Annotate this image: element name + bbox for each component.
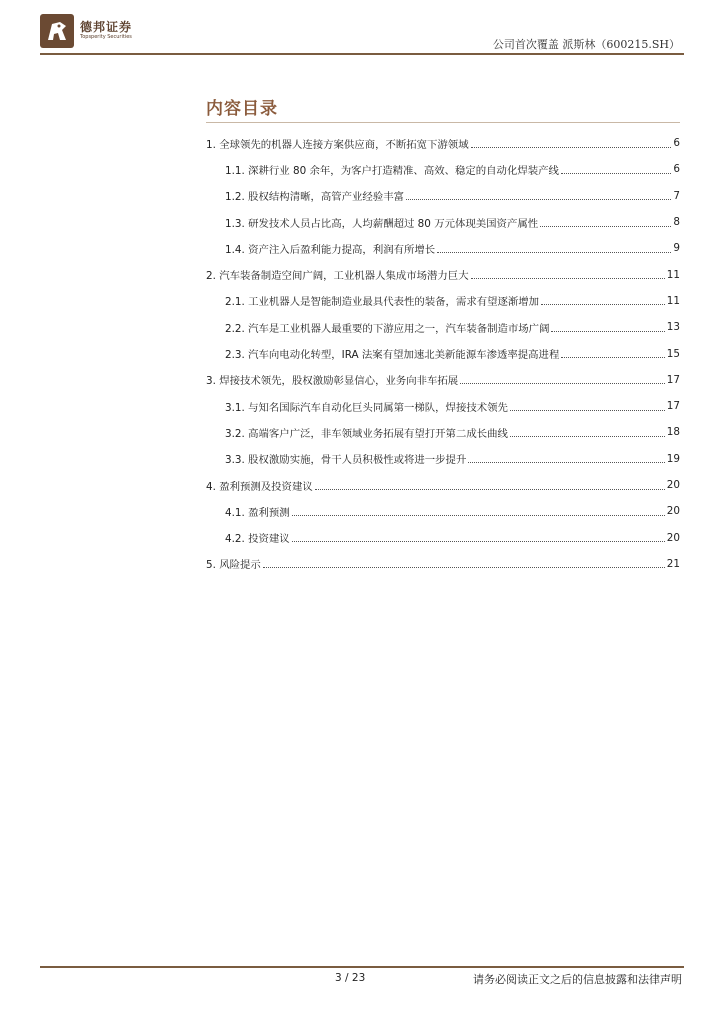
toc-subsection-link[interactable] <box>206 156 680 182</box>
toc-page-number: 13 <box>666 321 680 334</box>
dot-leader <box>510 436 665 437</box>
toc-page-number: 9 <box>673 242 680 255</box>
toc-subsection-link[interactable] <box>206 340 680 366</box>
footer-divider <box>40 966 684 968</box>
toc-entry-text: 3.1. 与知名国际汽车自动化巨头同属第一梯队，焊接技术领先 <box>225 401 508 414</box>
toc-page-number: 6 <box>673 137 680 150</box>
disclaimer-note: 请务必阅读正文之后的信息披露和法律声明 <box>473 973 682 986</box>
toc-entry-text: 2. 汽车装备制造空间广阔，工业机器人集成市场潜力巨大 <box>206 270 469 283</box>
toc-subsection-link[interactable] <box>206 183 680 209</box>
toc-subsection-link[interactable] <box>206 498 680 524</box>
dot-leader <box>406 199 671 200</box>
header-divider <box>40 53 684 55</box>
dot-leader <box>551 331 664 332</box>
dot-leader <box>510 410 665 411</box>
toc-page-number: 20 <box>666 505 680 518</box>
toc-subsection-link[interactable] <box>206 446 680 472</box>
toc-section-link[interactable] <box>206 472 680 498</box>
toc-entry-text: 3. 焊接技术领先，股权激励彰显信心，业务向非车拓展 <box>206 375 459 388</box>
dot-leader <box>541 304 665 305</box>
dot-leader <box>292 515 665 516</box>
toc-title-divider <box>206 122 680 123</box>
toc-subsection-link[interactable] <box>206 209 680 235</box>
toc-page-number: 21 <box>666 557 680 570</box>
dot-leader <box>315 489 665 490</box>
toc-subsection-link[interactable] <box>206 314 680 340</box>
toc-entry-text: 1.1. 深耕行业 80 余年，为客户打造精准、高效、稳定的自动化焊装产线 <box>225 164 559 177</box>
toc-entry-text: 2.1. 工业机器人是智能制造业最具代表性的装备，需求有望逐渐增加 <box>225 296 540 309</box>
dot-leader <box>471 147 672 148</box>
dot-leader <box>460 383 665 384</box>
page-number: 3 / 23 <box>335 972 366 984</box>
toc-page-number: 11 <box>666 294 680 307</box>
toc-entry-text: 3.3. 股权激励实施，骨干人员积极性或将进一步提升 <box>225 454 467 467</box>
toc-subsection-link[interactable] <box>206 524 680 550</box>
toc-section-link[interactable] <box>206 551 680 577</box>
toc-page-number: 17 <box>666 400 680 413</box>
toc-subsection-link[interactable] <box>206 288 680 314</box>
toc-page-number: 15 <box>666 347 680 360</box>
toc-page-number: 19 <box>666 452 680 465</box>
toc-entry-text: 1.4. 资产注入后盈利能力提高，利润有所增长 <box>225 243 436 256</box>
report-info: 公司首次覆盖 派斯林（600215.SH） <box>492 38 680 51</box>
toc-page-number: 17 <box>666 373 680 386</box>
brand-name-cn: 德邦证券 <box>80 20 133 34</box>
toc-entry-text: 1. 全球领先的机器人连接方案供应商，不断拓宽下游领域 <box>206 138 469 151</box>
toc-page-number: 18 <box>666 426 680 439</box>
dot-leader <box>540 226 671 227</box>
brand-name-en: Topsperity Securities <box>80 34 132 40</box>
brand-logo-icon <box>40 14 74 48</box>
table-of-contents <box>206 130 680 577</box>
toc-entry-text: 3.2. 高端客户广泛，非车领域业务拓展有望打开第二成长曲线 <box>225 427 508 440</box>
toc-entry-text: 4. 盈利预测及投资建议 <box>206 480 313 493</box>
dot-leader <box>468 462 664 463</box>
toc-page-number: 7 <box>673 189 680 202</box>
toc-entry-text: 1.2. 股权结构清晰，高管产业经验丰富 <box>225 191 404 204</box>
toc-entry-text: 4.1. 盈利预测 <box>225 506 290 519</box>
page-header <box>0 0 724 60</box>
toc-section-link[interactable] <box>206 130 680 156</box>
toc-entry-text: 2.2. 汽车是工业机器人最重要的下游应用之一，汽车装备制造市场广阔 <box>225 322 550 335</box>
toc-section-link[interactable] <box>206 261 680 287</box>
dot-leader <box>292 541 665 542</box>
toc-title: 内容目录 <box>206 99 278 119</box>
dot-leader <box>561 173 671 174</box>
toc-subsection-link[interactable] <box>206 393 680 419</box>
dot-leader <box>561 357 664 358</box>
toc-entry-text: 5. 风险提示 <box>206 559 261 572</box>
toc-subsection-link[interactable] <box>206 419 680 445</box>
toc-page-number: 20 <box>666 479 680 491</box>
dot-leader <box>471 278 665 279</box>
dot-leader <box>437 252 671 253</box>
toc-entry-text: 2.3. 汽车向电动化转型，IRA 法案有望加速北美新能源车渗透率提高进程 <box>225 349 560 362</box>
toc-entry-text: 1.3. 研发技术人员占比高，人均薪酬超过 80 万元体现美国资产属性 <box>225 217 539 230</box>
toc-entry-text: 4.2. 投资建议 <box>225 533 290 546</box>
toc-subsection-link[interactable] <box>206 235 680 261</box>
toc-page-number: 11 <box>666 268 680 281</box>
toc-page-number: 8 <box>673 216 680 229</box>
toc-section-link[interactable] <box>206 367 680 393</box>
toc-page-number: 6 <box>673 163 680 176</box>
toc-page-number: 20 <box>666 531 680 544</box>
dot-leader <box>263 567 665 568</box>
